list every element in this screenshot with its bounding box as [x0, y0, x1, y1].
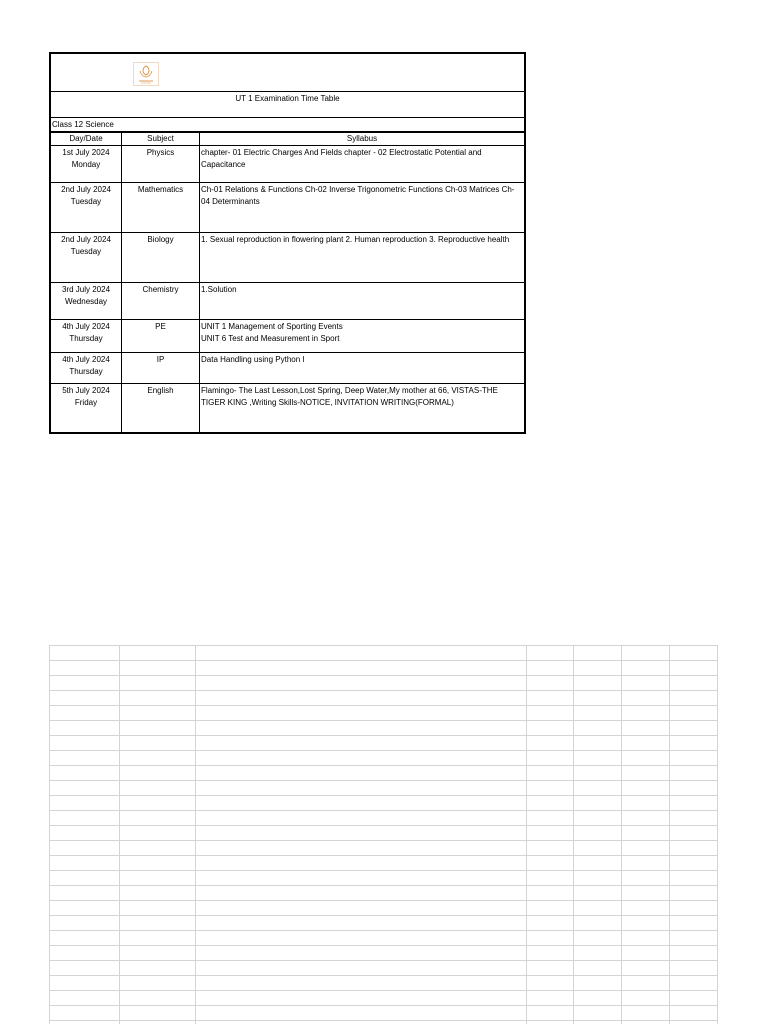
cell-subject: Physics	[122, 146, 200, 183]
timetable-sheet	[49, 52, 526, 434]
cell-weekday: Tuesday	[70, 197, 102, 206]
cell-day-date	[51, 353, 122, 384]
cell-subject: Biology	[122, 233, 200, 283]
empty-spreadsheet-grid	[49, 645, 718, 1024]
table-row	[51, 320, 524, 353]
cell-day-date	[51, 146, 122, 183]
table-row	[51, 183, 524, 233]
table-row	[51, 283, 524, 320]
syllabus-line: UNIT 6 Test and Measurement in Sport	[201, 334, 340, 343]
cell-day-date	[51, 233, 122, 283]
cell-syllabus	[200, 320, 525, 353]
header-day-date: Day/Date	[51, 133, 122, 146]
table-row	[51, 233, 524, 283]
syllabus-line: Ch-01 Relations & Functions Ch-02 Inverse Trigonometric Functions Ch-03 Matrices Ch-04 Determinants	[201, 185, 515, 206]
syllabus-line: chapter- 01 Electric Charges And Fields chapter - 02 Electrostatic Potential and Capacitance	[201, 148, 482, 169]
header-syllabus: Syllabus	[200, 133, 525, 146]
cell-syllabus	[200, 183, 525, 233]
syllabus-line: Flamingo- The Last Lesson,Lost Spring, Deep Water,My mother at 66, VISTAS-THE TIGER KING ,Writing Skills-NOTICE, INVITATION WRITING(FORMAL)	[201, 386, 498, 407]
table-row	[51, 146, 524, 183]
grid-column-line	[573, 645, 574, 1024]
syllabus-line: UNIT 1 Management of Sporting Events	[201, 322, 343, 331]
grid-column-line	[195, 645, 196, 1024]
cell-day-date	[51, 384, 122, 432]
cell-date: 4th July 2024	[62, 355, 110, 364]
grid-column-line	[119, 645, 120, 1024]
cell-date: 2nd July 2024	[61, 185, 111, 194]
cell-weekday: Tuesday	[70, 247, 102, 256]
cell-date: 5th July 2024	[62, 386, 110, 395]
cell-syllabus	[200, 353, 525, 384]
table-row	[51, 353, 524, 384]
syllabus-line: 1.Solution	[201, 285, 237, 294]
cell-weekday: Friday	[74, 398, 98, 407]
table-header-row	[51, 133, 524, 146]
logo-row	[51, 54, 524, 92]
cell-weekday: Thursday	[69, 367, 103, 376]
grid-column-line	[526, 645, 527, 1024]
grid-column-line	[669, 645, 670, 1024]
cell-day-date	[51, 183, 122, 233]
cell-weekday: Monday	[71, 160, 101, 169]
cell-day-date	[51, 283, 122, 320]
syllabus-line: Data Handling using Python I	[201, 355, 305, 364]
table-row	[51, 384, 524, 432]
cell-weekday: Wednesday	[64, 297, 108, 306]
grid-column-line	[621, 645, 622, 1024]
cell-syllabus	[200, 384, 525, 432]
cell-subject: IP	[122, 353, 200, 384]
cell-date: 2nd July 2024	[61, 235, 111, 244]
exam-table	[51, 132, 524, 432]
sheet-title: UT 1 Examination Time Table	[51, 92, 524, 118]
cell-date: 4th July 2024	[62, 322, 110, 331]
syllabus-line: 1. Sexual reproduction in flowering plant 2. Human reproduction 3. Reproductive health	[201, 235, 510, 244]
cell-date: 1st July 2024	[62, 148, 110, 157]
class-label: Class 12 Science	[51, 118, 524, 132]
grid-column-line	[717, 645, 718, 1024]
cell-syllabus	[200, 146, 525, 183]
cell-subject: English	[122, 384, 200, 432]
cell-syllabus	[200, 233, 525, 283]
cell-subject: Mathematics	[122, 183, 200, 233]
cell-day-date	[51, 320, 122, 353]
school-logo-icon	[133, 62, 159, 86]
cell-weekday: Thursday	[69, 334, 103, 343]
cell-subject: Chemistry	[122, 283, 200, 320]
header-subject: Subject	[122, 133, 200, 146]
cell-syllabus	[200, 283, 525, 320]
cell-date: 3rd July 2024	[61, 285, 111, 294]
cell-subject: PE	[122, 320, 200, 353]
